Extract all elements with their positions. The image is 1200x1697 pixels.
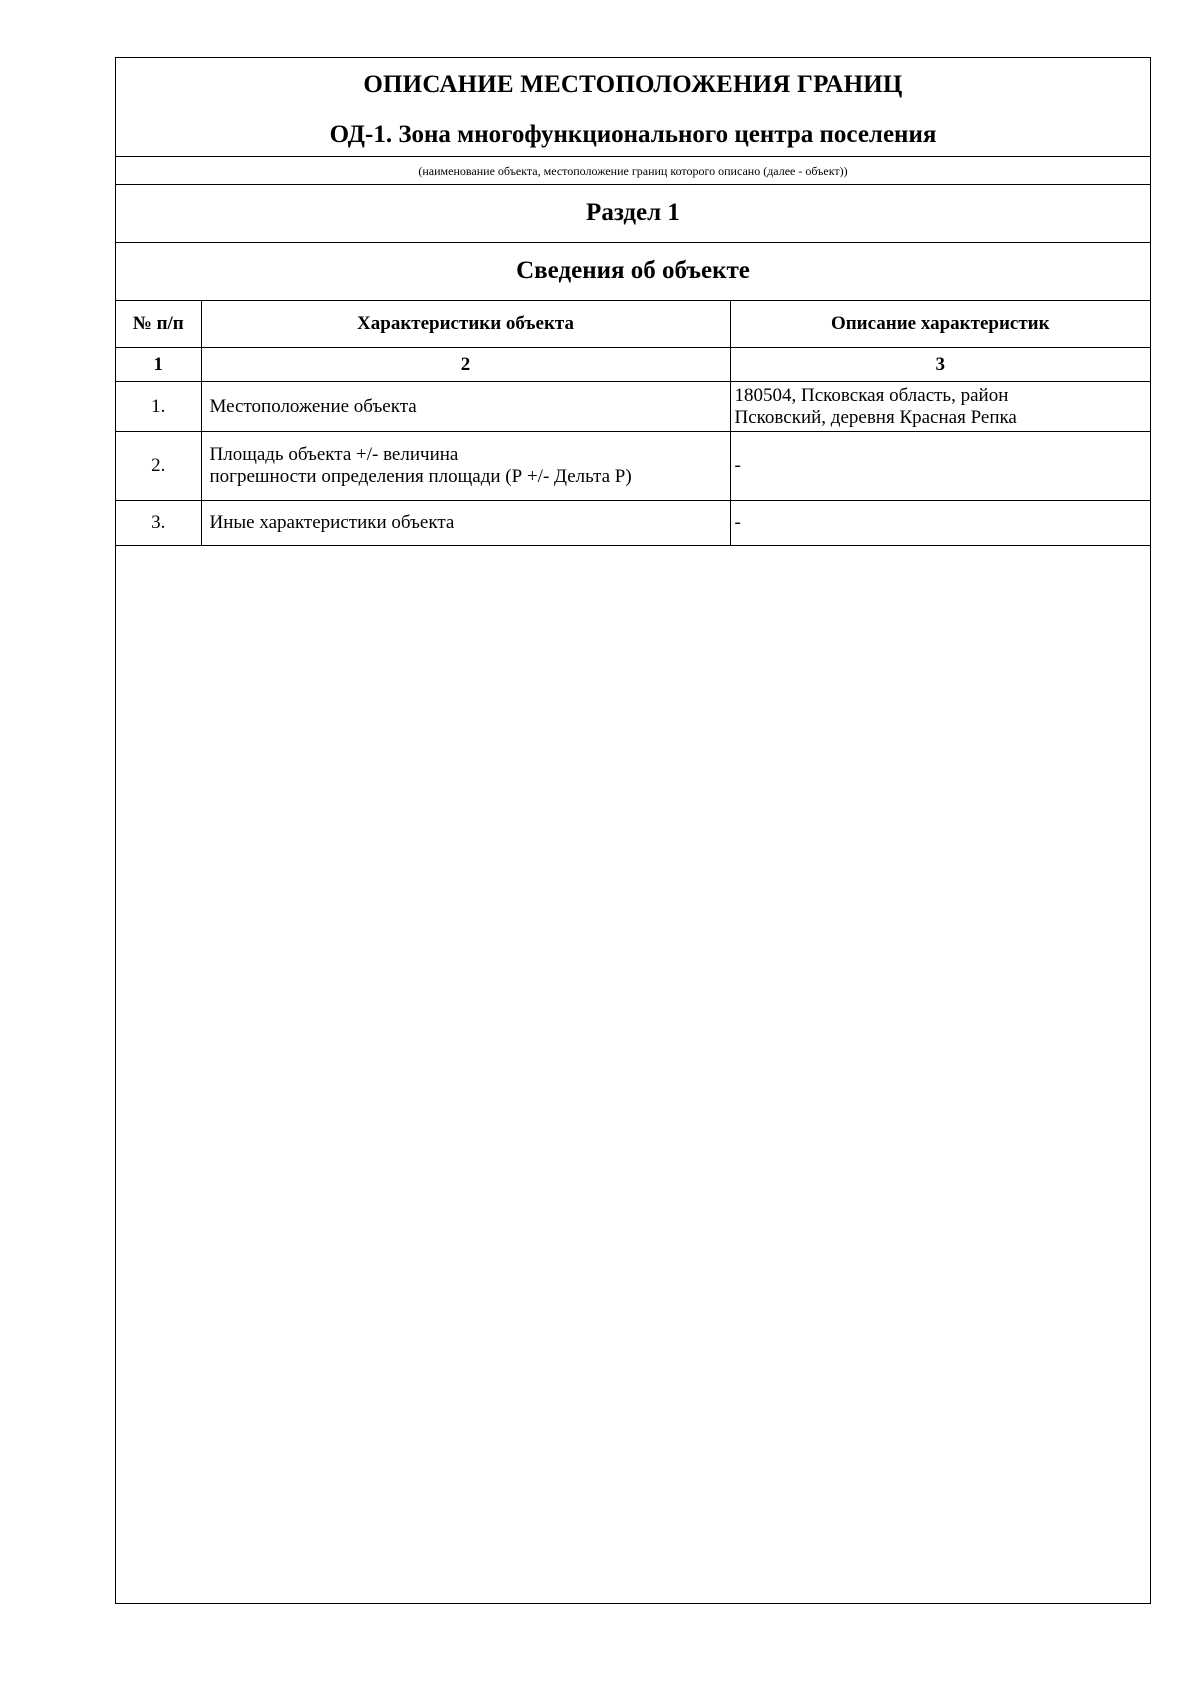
column-number: 3	[730, 348, 1150, 382]
description-line: Псковский, деревня Красная Репка	[734, 406, 1017, 428]
object-info-table	[116, 301, 1150, 546]
table-header-row	[116, 301, 1150, 348]
characteristic-line: Площадь объекта +/- величина	[209, 444, 459, 465]
document-frame	[115, 57, 1151, 1604]
document-title: ОПИСАНИЕ МЕСТОПОЛОЖЕНИЯ ГРАНИЦ	[363, 71, 903, 98]
title-block	[116, 58, 1150, 157]
column-number: 1	[116, 348, 201, 382]
section-title: Раздел 1	[116, 185, 1150, 243]
row-characteristic	[201, 382, 730, 432]
row-characteristic	[201, 432, 730, 501]
row-description	[730, 382, 1150, 432]
description-line: -	[734, 512, 741, 533]
characteristic-line: Местоположение объекта	[209, 395, 417, 417]
description-line: 180504, Псковская область, район	[734, 384, 1009, 406]
table-row	[116, 501, 1150, 546]
row-description	[730, 432, 1150, 501]
info-title: Сведения об объекте	[116, 243, 1150, 301]
object-name: ОД-1. Зона многофункционального центра поселения	[329, 121, 937, 148]
characteristic-line: Иные характеристики объекта	[209, 512, 455, 533]
characteristic-line: погрешности определения площади (Р +/- Дельта Р)	[209, 466, 632, 487]
table-row	[116, 432, 1150, 501]
row-description	[730, 501, 1150, 546]
header-description: Описание характеристик	[730, 301, 1150, 348]
table-row	[116, 382, 1150, 432]
row-number: 1.	[116, 382, 201, 432]
header-num: № п/п	[116, 301, 201, 348]
column-number: 2	[201, 348, 730, 382]
description-line: -	[734, 455, 741, 476]
row-number: 2.	[116, 432, 201, 501]
row-characteristic	[201, 501, 730, 546]
column-numbers-row	[116, 348, 1150, 382]
row-number: 3.	[116, 501, 201, 546]
object-caption: (наименование объекта, местоположение границ которого описано (далее - объект))	[116, 157, 1150, 185]
header-characteristic: Характеристики объекта	[201, 301, 730, 348]
